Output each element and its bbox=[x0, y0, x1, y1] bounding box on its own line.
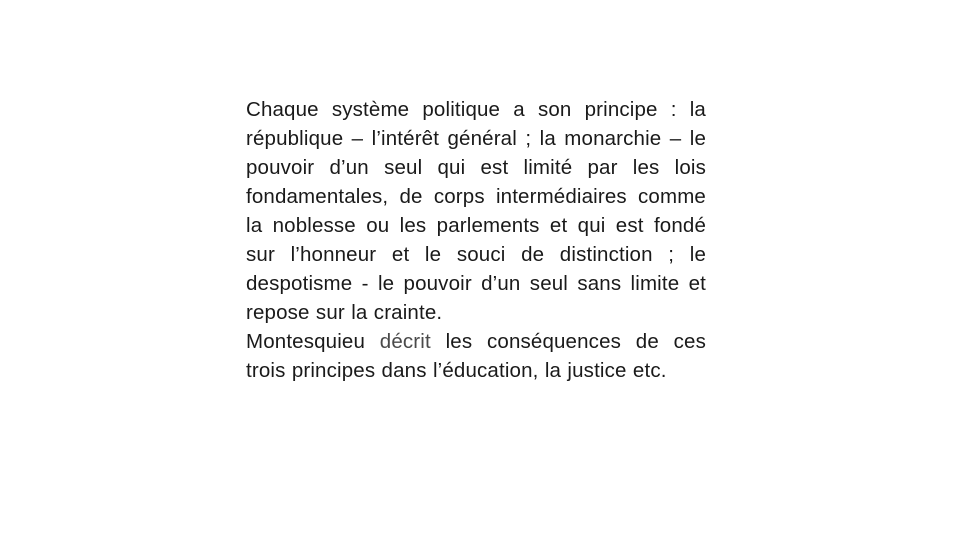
paragraph-2-end: les conséquences de ces trois principes dans l’éducation, la justice etc. bbox=[246, 330, 706, 382]
paragraph-montesquieu bbox=[246, 327, 706, 385]
text-block bbox=[246, 95, 706, 385]
highlighted-word: décrit bbox=[379, 330, 431, 353]
paragraph-principles: Chaque système politique a son principe : la république – l’intérêt général ; la monarchie – le pouvoir d’un seul qui est limité par les lois fondamentales, de corps intermédiaires comme la noblesse ou les parlements et qui est fondé sur l’honneur et le souci de distinction ; le despotisme - le pouvoir d’un seul sans limite et repose sur la crainte. bbox=[246, 98, 706, 324]
paragraph-2-start: Montesquieu bbox=[246, 330, 380, 353]
